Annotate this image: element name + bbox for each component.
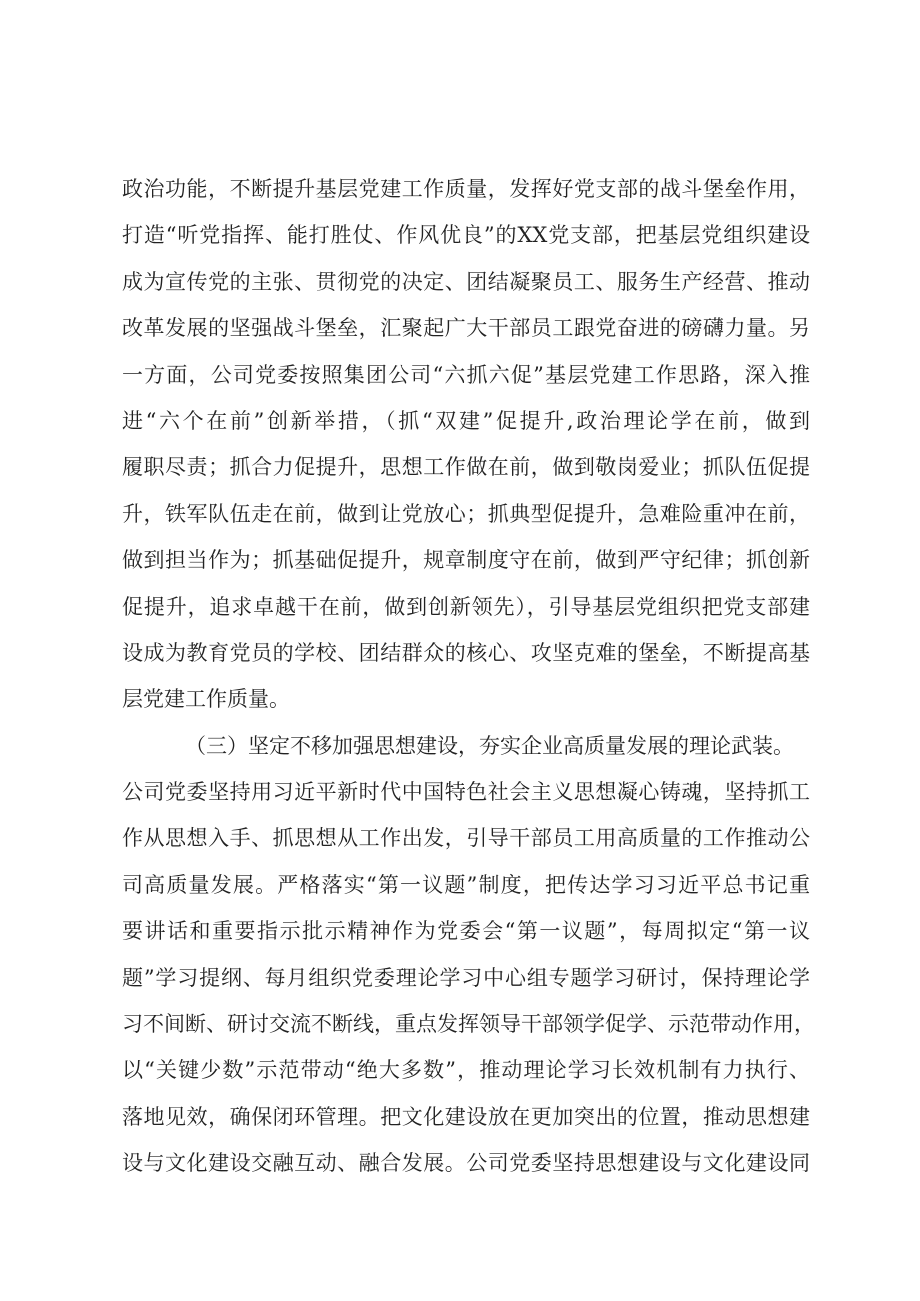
text-line [122, 444, 810, 490]
text-line-content: 做到担当作为；抓基础促提升，规章制度守在前，做到严守纪律；抓创新 [122, 548, 810, 573]
text-line [122, 908, 810, 954]
text-line [122, 955, 810, 1001]
text-line-content: 升，铁军队伍走在前，做到让党放心；抓典型促提升，急难险重冲在前， [122, 501, 810, 526]
text-line [122, 584, 810, 630]
text-line-content: 落地见效，确保闭环管理。把文化建设放在更加突出的位置，推动思想建 [122, 1104, 810, 1129]
text-line-content: 要讲话和重要指示批示精神作为党委会“第一议题”，每周拟定“第一议 [122, 919, 810, 944]
section-heading-line [122, 723, 810, 769]
text-line [122, 166, 810, 212]
text-line [122, 537, 810, 583]
text-line [122, 212, 810, 258]
section-heading: （三）坚定不移加强思想建设，夯实企业高质量发展的理论武装。 [185, 733, 794, 758]
text-line-content: 司高质量发展。严格落实“第一议题”制度，把传达学习习近平总书记重 [122, 872, 810, 897]
text-line-content: 成为宣传党的主张、贯彻党的决定、团结凝聚员工、服务生产经营、推动 [122, 269, 810, 294]
text-line [122, 1140, 810, 1186]
text-line [122, 491, 810, 537]
text-line-content: 一方面，公司党委按照集团公司“六抓六促”基层党建工作思路，深入推 [122, 362, 810, 387]
text-line [122, 352, 810, 398]
text-line-content: 层党建工作质量。 [122, 687, 290, 712]
text-line-content: 习不间断、研讨交流不断线，重点发挥领导干部领学促学、示范带动作用， [122, 1012, 815, 1037]
text-line [122, 630, 810, 676]
text-line-content: 设与文化建设交融互动、融合发展。公司党委坚持思想建设与文化建设同 [122, 1151, 810, 1176]
text-line [122, 815, 810, 861]
text-line [122, 676, 810, 722]
text-line-content: 改革发展的坚强战斗堡垒，汇聚起广大干部员工跟党奋进的磅礴力量。另 [122, 316, 810, 341]
document-body [122, 166, 815, 1187]
text-line-content: 以“关键少数”示范带动“绝大多数”，推动理论学习长效机制有力执行、 [122, 1058, 810, 1083]
text-line-content: 促提升，追求卓越干在前，做到创新领先），引导基层党组织把党支部建 [122, 594, 810, 619]
text-line-content: 进“六个在前”创新举措，（抓“双建”促提升,政治理论学在前，做到 [122, 408, 810, 433]
text-line-content: 作从思想入手、抓思想从工作出发，引导干部员工用高质量的工作推动公 [122, 826, 810, 851]
text-line-content: 公司党委坚持用习近平新时代中国特色社会主义思想凝心铸魂，坚持抓工 [122, 780, 810, 805]
text-line [122, 259, 810, 305]
text-line [122, 769, 810, 815]
text-line [122, 1047, 810, 1093]
text-line [122, 1094, 810, 1140]
text-line [122, 398, 810, 444]
text-line-content: 履职尽责；抓合力促提升，思想工作做在前，做到敬岗爱业；抓队伍促提 [122, 455, 810, 480]
text-line [122, 305, 810, 351]
text-line-content: 题”学习提纲、每月组织党委理论学习中心组专题学习研讨，保持理论学 [122, 965, 810, 990]
text-line [122, 1001, 815, 1047]
text-line-content: 打造“听党指挥、能打胜仗、作风优良”的XX党支部，把基层党组织建设 [122, 223, 810, 248]
text-line [122, 862, 810, 908]
text-line-content: 设成为教育党员的学校、团结群众的核心、攻坚克难的堡垒，不断提高基 [122, 640, 810, 665]
text-line-content: 政治功能，不断提升基层党建工作质量，发挥好党支部的战斗堡垒作用， [122, 177, 810, 201]
